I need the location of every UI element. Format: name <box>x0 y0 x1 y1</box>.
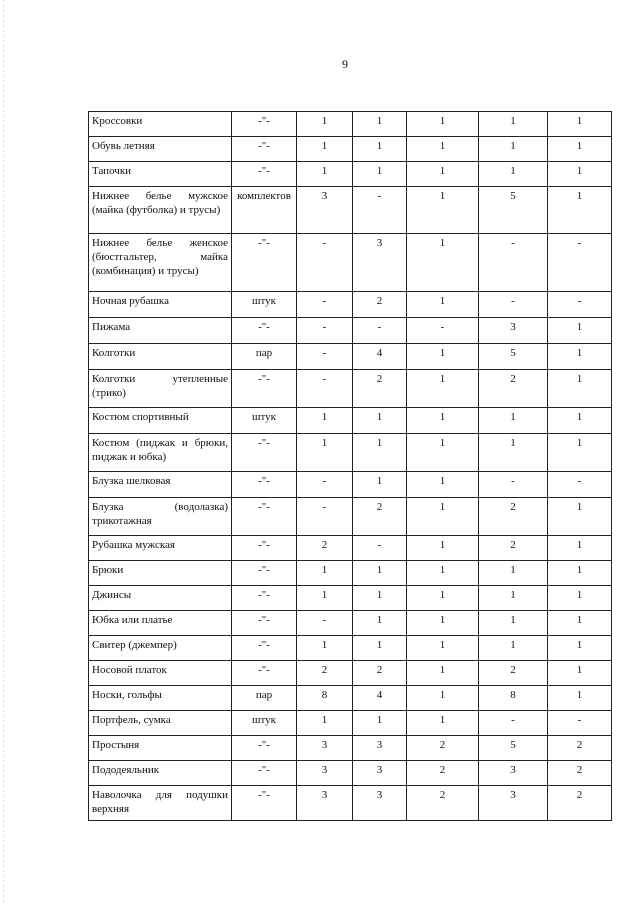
table-row <box>89 112 612 137</box>
quantity-cell: 5 <box>479 736 548 761</box>
quantity-cell: - <box>297 472 353 498</box>
table-row <box>89 711 612 736</box>
quantity-cell: 1 <box>479 137 548 162</box>
quantity-cell: 1 <box>479 408 548 434</box>
quantity-cell: 3 <box>297 761 353 786</box>
item-name-cell: Нижнее белье женское (бюстгальтер, майка (комбинация) и трусы) <box>89 234 232 292</box>
quantity-cell: 1 <box>407 408 479 434</box>
table-row <box>89 434 612 472</box>
quantity-cell: 2 <box>479 498 548 536</box>
table-row <box>89 686 612 711</box>
quantity-cell: 1 <box>407 292 479 318</box>
quantity-cell: 3 <box>479 318 548 344</box>
unit-cell: -"- <box>232 162 297 187</box>
quantity-cell: 8 <box>297 686 353 711</box>
quantity-cell: - <box>297 370 353 408</box>
quantity-cell: 1 <box>353 636 407 661</box>
quantity-cell: 1 <box>548 434 612 472</box>
quantity-cell: 4 <box>353 686 407 711</box>
quantity-cell: 1 <box>407 234 479 292</box>
unit-cell: штук <box>232 292 297 318</box>
quantity-cell: - <box>407 318 479 344</box>
unit-cell: -"- <box>232 536 297 561</box>
unit-cell: -"- <box>232 611 297 636</box>
quantity-cell: 1 <box>548 661 612 686</box>
quantity-cell: 1 <box>407 636 479 661</box>
quantity-cell: 1 <box>548 162 612 187</box>
quantity-cell: 1 <box>548 561 612 586</box>
quantity-cell: 2 <box>353 370 407 408</box>
quantity-cell: 3 <box>479 761 548 786</box>
unit-cell: -"- <box>232 498 297 536</box>
table-row <box>89 137 612 162</box>
quantity-cell: 1 <box>297 112 353 137</box>
quantity-cell: - <box>479 292 548 318</box>
item-name-cell: Колготки утепленные (трико) <box>89 370 232 408</box>
unit-cell: пар <box>232 344 297 370</box>
quantity-cell: 1 <box>353 137 407 162</box>
quantity-cell: 3 <box>297 187 353 234</box>
items-table <box>88 111 612 821</box>
quantity-cell: 3 <box>479 786 548 821</box>
item-name-cell: Рубашка мужская <box>89 536 232 561</box>
quantity-cell: 1 <box>548 498 612 536</box>
unit-cell: -"- <box>232 736 297 761</box>
item-name-cell: Юбка или платье <box>89 611 232 636</box>
unit-cell: -"- <box>232 434 297 472</box>
unit-cell: -"- <box>232 112 297 137</box>
table-row <box>89 736 612 761</box>
quantity-cell: 1 <box>548 370 612 408</box>
quantity-cell: 1 <box>407 370 479 408</box>
table-row <box>89 661 612 686</box>
quantity-cell: 2 <box>548 736 612 761</box>
quantity-cell: 8 <box>479 686 548 711</box>
quantity-cell: 1 <box>407 187 479 234</box>
item-name-cell: Носовой платок <box>89 661 232 686</box>
unit-cell: -"- <box>232 761 297 786</box>
quantity-cell: 1 <box>297 711 353 736</box>
quantity-cell: 2 <box>407 786 479 821</box>
unit-cell: -"- <box>232 636 297 661</box>
item-name-cell: Блузка (водолазка) трикотажная <box>89 498 232 536</box>
quantity-cell: - <box>297 292 353 318</box>
item-name-cell: Простыня <box>89 736 232 761</box>
quantity-cell: - <box>297 498 353 536</box>
item-name-cell: Тапочки <box>89 162 232 187</box>
quantity-cell: 1 <box>479 561 548 586</box>
quantity-cell: 5 <box>479 187 548 234</box>
quantity-cell: 1 <box>407 112 479 137</box>
quantity-cell: 1 <box>479 162 548 187</box>
quantity-cell: 1 <box>479 434 548 472</box>
quantity-cell: 1 <box>407 434 479 472</box>
table-row <box>89 761 612 786</box>
quantity-cell: 1 <box>548 636 612 661</box>
quantity-cell: - <box>548 292 612 318</box>
quantity-cell: 1 <box>407 137 479 162</box>
quantity-cell: 1 <box>548 611 612 636</box>
table-row <box>89 292 612 318</box>
item-name-cell: Пижама <box>89 318 232 344</box>
quantity-cell: 1 <box>407 536 479 561</box>
quantity-cell: 1 <box>353 112 407 137</box>
unit-cell: -"- <box>232 661 297 686</box>
item-name-cell: Ночная рубашка <box>89 292 232 318</box>
items-table-body <box>89 112 612 821</box>
unit-cell: -"- <box>232 137 297 162</box>
item-name-cell: Портфель, сумка <box>89 711 232 736</box>
quantity-cell: 3 <box>297 786 353 821</box>
quantity-cell: 2 <box>297 661 353 686</box>
quantity-cell: - <box>353 318 407 344</box>
quantity-cell: 1 <box>479 611 548 636</box>
quantity-cell: 1 <box>297 561 353 586</box>
quantity-cell: - <box>479 472 548 498</box>
quantity-cell: - <box>548 711 612 736</box>
quantity-cell: 1 <box>407 344 479 370</box>
quantity-cell: 1 <box>479 586 548 611</box>
quantity-cell: 1 <box>548 137 612 162</box>
item-name-cell: Кроссовки <box>89 112 232 137</box>
table-row <box>89 636 612 661</box>
quantity-cell: 1 <box>297 434 353 472</box>
table-row <box>89 408 612 434</box>
quantity-cell: 1 <box>353 611 407 636</box>
quantity-cell: 1 <box>548 686 612 711</box>
quantity-cell: 1 <box>548 187 612 234</box>
table-row <box>89 162 612 187</box>
quantity-cell: 1 <box>353 561 407 586</box>
quantity-cell: 1 <box>353 162 407 187</box>
unit-cell: штук <box>232 711 297 736</box>
quantity-cell: 1 <box>548 408 612 434</box>
quantity-cell: 1 <box>297 137 353 162</box>
quantity-cell: 1 <box>407 586 479 611</box>
quantity-cell: 2 <box>407 736 479 761</box>
page-number: 9 <box>342 57 348 71</box>
unit-cell: -"- <box>232 472 297 498</box>
table-row <box>89 498 612 536</box>
quantity-cell: 1 <box>297 636 353 661</box>
quantity-cell: - <box>353 187 407 234</box>
quantity-cell: 2 <box>353 498 407 536</box>
unit-cell: комплектов <box>232 187 297 234</box>
quantity-cell: 1 <box>407 498 479 536</box>
quantity-cell: 1 <box>407 472 479 498</box>
quantity-cell: 2 <box>548 786 612 821</box>
quantity-cell: - <box>548 472 612 498</box>
item-name-cell: Носки, гольфы <box>89 686 232 711</box>
table-row <box>89 472 612 498</box>
quantity-cell: 1 <box>407 162 479 187</box>
quantity-cell: - <box>297 611 353 636</box>
quantity-cell: 1 <box>407 611 479 636</box>
quantity-cell: 1 <box>548 586 612 611</box>
quantity-cell: 2 <box>353 661 407 686</box>
table-row <box>89 586 612 611</box>
unit-cell: -"- <box>232 318 297 344</box>
quantity-cell: 1 <box>407 561 479 586</box>
quantity-cell: 1 <box>407 661 479 686</box>
quantity-cell: 5 <box>479 344 548 370</box>
quantity-cell: 1 <box>297 586 353 611</box>
quantity-cell: 1 <box>297 408 353 434</box>
quantity-cell: 1 <box>353 434 407 472</box>
quantity-cell: 2 <box>479 370 548 408</box>
quantity-cell: 3 <box>353 736 407 761</box>
table-row <box>89 344 612 370</box>
quantity-cell: 1 <box>548 344 612 370</box>
unit-cell: штук <box>232 408 297 434</box>
item-name-cell: Костюм спортивный <box>89 408 232 434</box>
item-name-cell: Блузка шелковая <box>89 472 232 498</box>
quantity-cell: 1 <box>353 586 407 611</box>
quantity-cell: - <box>479 711 548 736</box>
quantity-cell: 4 <box>353 344 407 370</box>
table-row <box>89 234 612 292</box>
quantity-cell: 1 <box>353 472 407 498</box>
table-row <box>89 786 612 821</box>
item-name-cell: Джинсы <box>89 586 232 611</box>
quantity-cell: 1 <box>353 711 407 736</box>
unit-cell: -"- <box>232 786 297 821</box>
table-row <box>89 318 612 344</box>
quantity-cell: 1 <box>548 112 612 137</box>
item-name-cell: Брюки <box>89 561 232 586</box>
quantity-cell: 1 <box>407 711 479 736</box>
item-name-cell: Пододеяльник <box>89 761 232 786</box>
quantity-cell: 3 <box>353 786 407 821</box>
quantity-cell: - <box>297 344 353 370</box>
unit-cell: -"- <box>232 234 297 292</box>
quantity-cell: 2 <box>479 661 548 686</box>
unit-cell: -"- <box>232 561 297 586</box>
quantity-cell: 2 <box>297 536 353 561</box>
item-name-cell: Наволочка для подушки верхняя <box>89 786 232 821</box>
unit-cell: -"- <box>232 370 297 408</box>
quantity-cell: 1 <box>548 536 612 561</box>
quantity-cell: 3 <box>353 761 407 786</box>
item-name-cell: Костюм (пиджак и брюки, пиджак и юбка) <box>89 434 232 472</box>
quantity-cell: - <box>297 234 353 292</box>
quantity-cell: 3 <box>353 234 407 292</box>
quantity-cell: 3 <box>297 736 353 761</box>
quantity-cell: - <box>548 234 612 292</box>
item-name-cell: Обувь летняя <box>89 137 232 162</box>
quantity-cell: 1 <box>479 636 548 661</box>
table-row <box>89 536 612 561</box>
quantity-cell: 1 <box>548 318 612 344</box>
table-row <box>89 561 612 586</box>
item-name-cell: Нижнее белье мужское (майка (футболка) и трусы) <box>89 187 232 234</box>
quantity-cell: - <box>353 536 407 561</box>
quantity-cell: 2 <box>479 536 548 561</box>
quantity-cell: 2 <box>353 292 407 318</box>
quantity-cell: 1 <box>353 408 407 434</box>
quantity-cell: - <box>297 318 353 344</box>
quantity-cell: 1 <box>479 112 548 137</box>
quantity-cell: 2 <box>548 761 612 786</box>
scan-edge-marks <box>3 0 4 905</box>
quantity-cell: - <box>479 234 548 292</box>
table-row <box>89 611 612 636</box>
table-row <box>89 187 612 234</box>
quantity-cell: 1 <box>407 686 479 711</box>
item-name-cell: Колготки <box>89 344 232 370</box>
quantity-cell: 1 <box>297 162 353 187</box>
table-row <box>89 370 612 408</box>
item-name-cell: Свитер (джемпер) <box>89 636 232 661</box>
unit-cell: пар <box>232 686 297 711</box>
quantity-cell: 2 <box>407 761 479 786</box>
unit-cell: -"- <box>232 586 297 611</box>
